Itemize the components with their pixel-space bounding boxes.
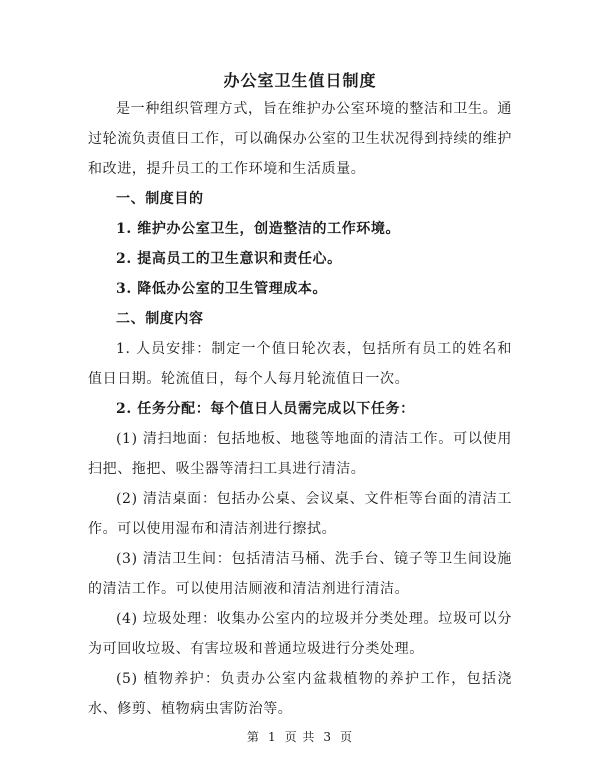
page-title: 办公室卫生值日制度	[223, 71, 377, 90]
section1-item-1: 1. 维护办公室卫生，创造整洁的工作环境。	[116, 221, 401, 237]
footer-total-pages: 3	[323, 730, 333, 744]
task-clean-desk: (2) 清洁桌面：包括办公桌、会议桌、文件柜等台面的清洁工作。可以使用湿布和清洁剂进行擦拭。	[88, 491, 512, 537]
footer-suffix: 页	[340, 730, 354, 744]
footer-current-page: 1	[267, 730, 277, 744]
section2-item-2: 2. 任务分配：每个值日人员需完成以下任务：	[116, 401, 415, 417]
section1-item-2: 2. 提高员工的卫生意识和责任心。	[116, 251, 342, 267]
task-garbage: (4) 垃圾处理：收集办公室内的垃圾并分类处理。垃圾可以分为可回收垃圾、有害垃圾和普通垃圾进行分类处理。	[88, 611, 512, 657]
task-clean-restroom: (3) 清洁卫生间：包括清洁马桶、洗手台、镜子等卫生间设施的清洁工作。可以使用洁厕液和清洁剂进行清洁。	[88, 551, 512, 597]
footer-middle: 页 共	[284, 730, 316, 744]
section1-heading: 一、制度目的	[116, 191, 204, 207]
task-plant-care: (5) 植物养护：负责办公室内盆栽植物的养护工作，包括浇水、修剪、植物病虫害防治等。	[88, 671, 512, 717]
section2-item-1: 1. 人员安排：制定一个值日轮次表，包括所有员工的姓名和值日日期。轮流值日，每个人每月轮流值日一次。	[88, 341, 512, 387]
intro-paragraph: 是一种组织管理方式，旨在维护办公室环境的整洁和卫生。通过轮流负责值日工作，可以确保办公室的卫生状况得到持续的维护和改进，提升员工的工作环境和生活质量。	[88, 101, 512, 177]
footer-prefix: 第	[246, 730, 260, 744]
section1-item-3: 3. 降低办公室的卫生管理成本。	[116, 281, 328, 297]
section2-heading: 二、制度内容	[116, 311, 204, 327]
page-footer	[0, 728, 600, 745]
task-sweep-floor: (1) 清扫地面：包括地板、地毯等地面的清洁工作。可以使用扫把、拖把、吸尘器等清扫工具进行清洁。	[88, 431, 512, 477]
